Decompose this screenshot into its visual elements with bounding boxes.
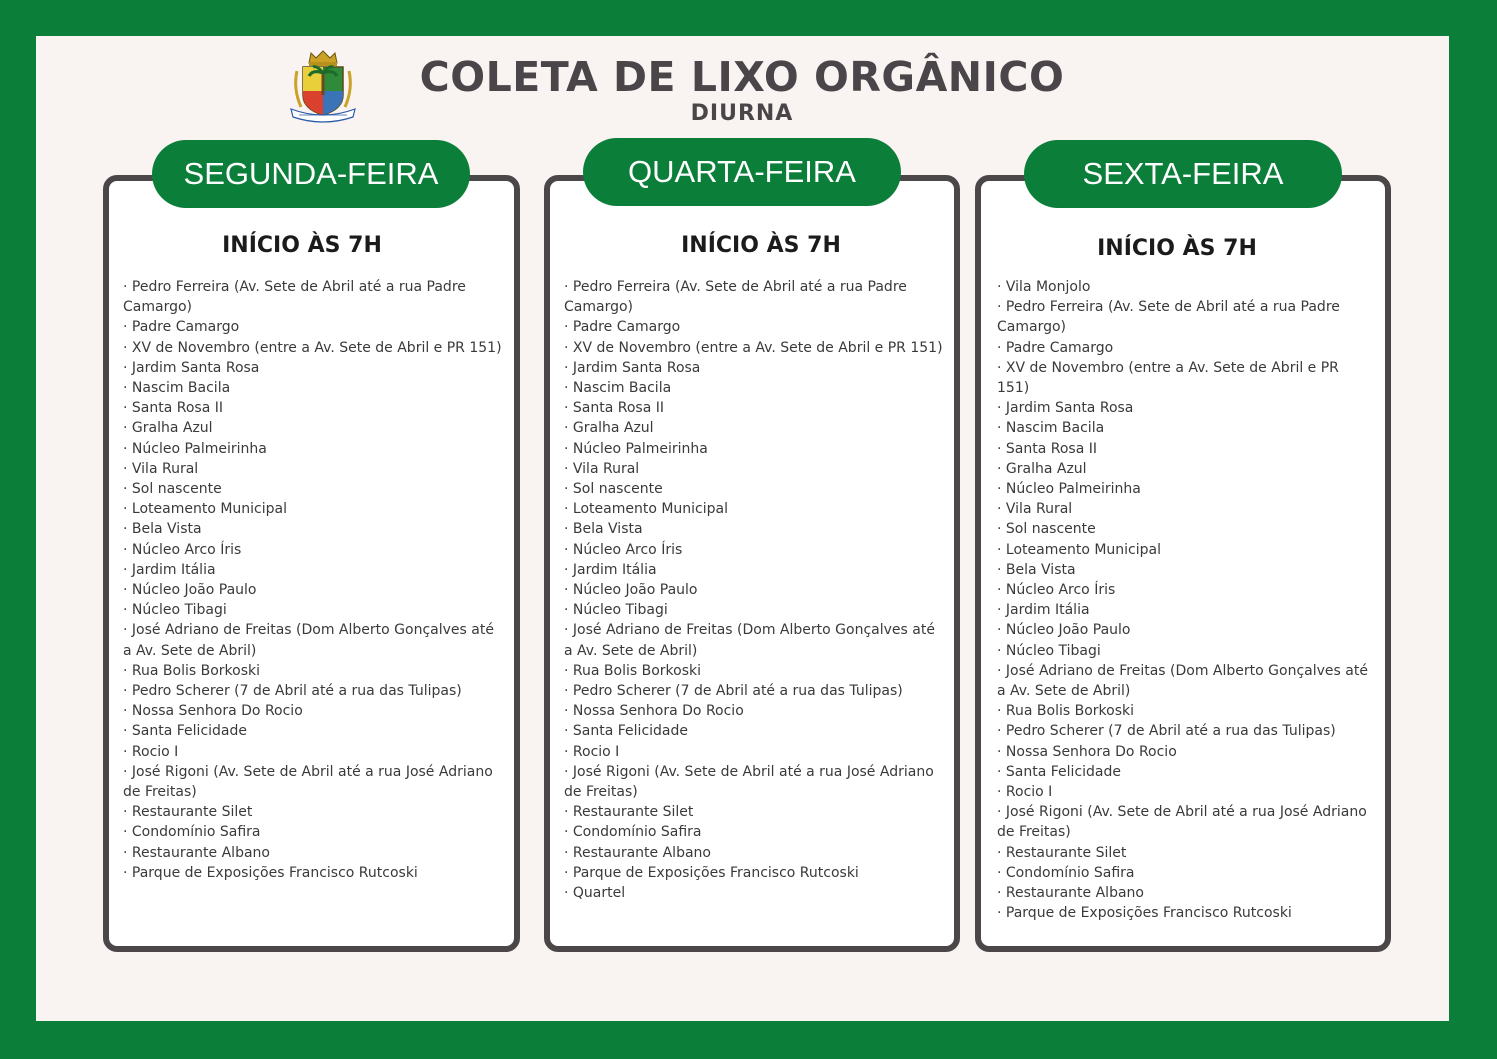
street-list-item: · Jardim Itália <box>123 561 216 578</box>
street-list-item: · XV de Novembro (entre a Av. Sete de Abril e PR 151) <box>997 359 1339 397</box>
street-list-item: · Núcleo Tibagi <box>564 602 668 619</box>
street-list-item: · Pedro Ferreira (Av. Sete de Abril até a rua Padre Camargo) <box>123 279 466 316</box>
street-list-item: · Condomínio Safira <box>997 864 1135 881</box>
street-list-item: · Nossa Senhora Do Rocio <box>564 703 744 720</box>
street-list-item: · José Rigoni (Av. Sete de Abril até a rua José Adriano de Freitas) <box>123 763 493 801</box>
street-list-item: · Núcleo Palmeirinha <box>997 481 1141 498</box>
street-list-item: · Núcleo Arco Íris <box>564 541 683 558</box>
street-list-item: · Pedro Ferreira (Av. Sete de Abril até a rua Padre Camargo) <box>997 299 1340 336</box>
street-list-item: · Núcleo João Paulo <box>564 582 698 599</box>
street-list-item: · Nascim Bacila <box>123 380 231 397</box>
street-list-item: · Nascim Bacila <box>564 380 672 397</box>
street-list-item: · Rua Bolis Borkoski <box>123 662 260 679</box>
street-list-item: · José Adriano de Freitas (Dom Alberto Gonçalves até a Av. Sete de Abril) <box>997 662 1368 700</box>
street-list-item: · Santa Rosa II <box>564 400 665 417</box>
page-title: COLETA DE LIXO ORGÂNICO <box>419 53 1065 101</box>
start-time-wednesday: INÍCIO ÀS 7H <box>681 233 841 258</box>
street-list-item: · Pedro Scherer (7 de Abril até a rua das Tulipas) <box>123 683 462 700</box>
street-list-item: · Santa Felicidade <box>123 723 247 740</box>
start-time-friday: INÍCIO ÀS 7H <box>1097 236 1257 261</box>
street-list-item: · Sol nascente <box>564 481 663 498</box>
street-list-item: · Restaurante Albano <box>997 885 1144 902</box>
street-list-item: · Sol nascente <box>997 521 1096 538</box>
street-list-item: · Quartel <box>564 885 626 902</box>
street-list-item: · Bela Vista <box>123 521 202 538</box>
street-list-item: · Bela Vista <box>997 561 1076 578</box>
street-list-item: · Sol nascente <box>123 481 222 498</box>
street-list-item: · Núcleo João Paulo <box>997 622 1131 639</box>
street-list-item: · Restaurante Silet <box>997 844 1127 861</box>
street-list-item: · Loteamento Municipal <box>564 501 728 518</box>
street-list-item: · Loteamento Municipal <box>123 501 287 518</box>
street-list-item: · Santa Felicidade <box>997 763 1121 780</box>
street-list-item: · XV de Novembro (entre a Av. Sete de Abril e PR 151) <box>123 339 502 356</box>
coat-of-arms-icon <box>285 49 361 123</box>
start-time-monday: INÍCIO ÀS 7H <box>222 233 382 258</box>
street-list-item: · Jardim Itália <box>564 561 657 578</box>
street-list-item: · Núcleo João Paulo <box>123 582 257 599</box>
street-list-item: · Santa Rosa II <box>997 440 1098 457</box>
day-label-wednesday: QUARTA-FEIRA <box>583 138 901 206</box>
street-list-item: · Jardim Santa Rosa <box>564 359 701 376</box>
street-list-item: · Restaurante Silet <box>564 804 694 821</box>
street-list-item: · XV de Novembro (entre a Av. Sete de Abril e PR 151) <box>564 339 943 356</box>
street-list-item: · Rua Bolis Borkoski <box>564 662 701 679</box>
street-list-item: · Jardim Santa Rosa <box>123 359 260 376</box>
street-list-item: · Núcleo Palmeirinha <box>564 440 708 457</box>
street-list-item: · Condomínio Safira <box>564 824 702 841</box>
street-list-item: · Gralha Azul <box>123 420 213 437</box>
street-list-item: · Parque de Exposições Francisco Rutcoski <box>123 864 418 881</box>
street-list-item: · Nossa Senhora Do Rocio <box>997 743 1177 760</box>
street-list-item: · Santa Rosa II <box>123 400 224 417</box>
street-list-item: · Restaurante Albano <box>564 844 711 861</box>
street-list-item: · Vila Rural <box>123 460 199 477</box>
street-list-item: · Jardim Santa Rosa <box>997 400 1134 417</box>
street-list-item: · Pedro Ferreira (Av. Sete de Abril até a rua Padre Camargo) <box>564 279 907 316</box>
street-list-item: · Jardim Itália <box>997 602 1090 619</box>
street-list-item: · Vila Rural <box>997 501 1073 518</box>
street-list-item: · Condomínio Safira <box>123 824 261 841</box>
street-list-item: · Núcleo Tibagi <box>997 642 1101 659</box>
street-list-item: · Padre Camargo <box>997 339 1114 356</box>
street-list-item: · Núcleo Palmeirinha <box>123 440 267 457</box>
street-list-item: · Gralha Azul <box>564 420 654 437</box>
street-list-item: · José Rigoni (Av. Sete de Abril até a rua José Adriano de Freitas) <box>564 763 934 801</box>
street-list-item: · Nascim Bacila <box>997 420 1105 437</box>
street-list-item: · Padre Camargo <box>123 319 240 336</box>
street-list-item: · Parque de Exposições Francisco Rutcoski <box>564 864 859 881</box>
street-list-item: · Restaurante Albano <box>123 844 270 861</box>
street-list-item: · Pedro Scherer (7 de Abril até a rua das Tulipas) <box>997 723 1336 740</box>
street-list-item: · Bela Vista <box>564 521 643 538</box>
day-label-friday: SEXTA-FEIRA <box>1024 140 1342 208</box>
street-list-wednesday <box>564 277 946 903</box>
page-subtitle: DIURNA <box>690 101 794 126</box>
street-list-item: · Núcleo Arco Íris <box>997 582 1116 599</box>
street-list-monday <box>123 277 505 883</box>
street-list-item: · José Adriano de Freitas (Dom Alberto Gonçalves até a Av. Sete de Abril) <box>564 622 935 659</box>
day-label-monday: SEGUNDA-FEIRA <box>152 140 470 208</box>
street-list-item: · Nossa Senhora Do Rocio <box>123 703 303 720</box>
street-list-item: · Rocio I <box>997 784 1053 801</box>
street-list-item: · Padre Camargo <box>564 319 681 336</box>
street-list-item: · Núcleo Tibagi <box>123 602 227 619</box>
street-list-item: · Gralha Azul <box>997 460 1087 477</box>
street-list-item: · Núcleo Arco Íris <box>123 541 242 558</box>
street-list-item: · Rocio I <box>564 743 620 760</box>
street-list-item: · Pedro Scherer (7 de Abril até a rua das Tulipas) <box>564 683 903 700</box>
street-list-friday <box>997 277 1375 924</box>
street-list-item: · Vila Monjolo <box>997 279 1091 295</box>
street-list-item: · José Rigoni (Av. Sete de Abril até a rua José Adriano de Freitas) <box>997 804 1367 841</box>
street-list-item: · Parque de Exposições Francisco Rutcoski <box>997 905 1292 922</box>
street-list-item: · Rua Bolis Borkoski <box>997 703 1134 720</box>
street-list-item: · Restaurante Silet <box>123 804 253 821</box>
street-list-item: · Santa Felicidade <box>564 723 688 740</box>
street-list-item: · Rocio I <box>123 743 179 760</box>
street-list-item: · Loteamento Municipal <box>997 541 1161 558</box>
street-list-item: · José Adriano de Freitas (Dom Alberto Gonçalves até a Av. Sete de Abril) <box>123 622 494 659</box>
street-list-item: · Vila Rural <box>564 460 640 477</box>
